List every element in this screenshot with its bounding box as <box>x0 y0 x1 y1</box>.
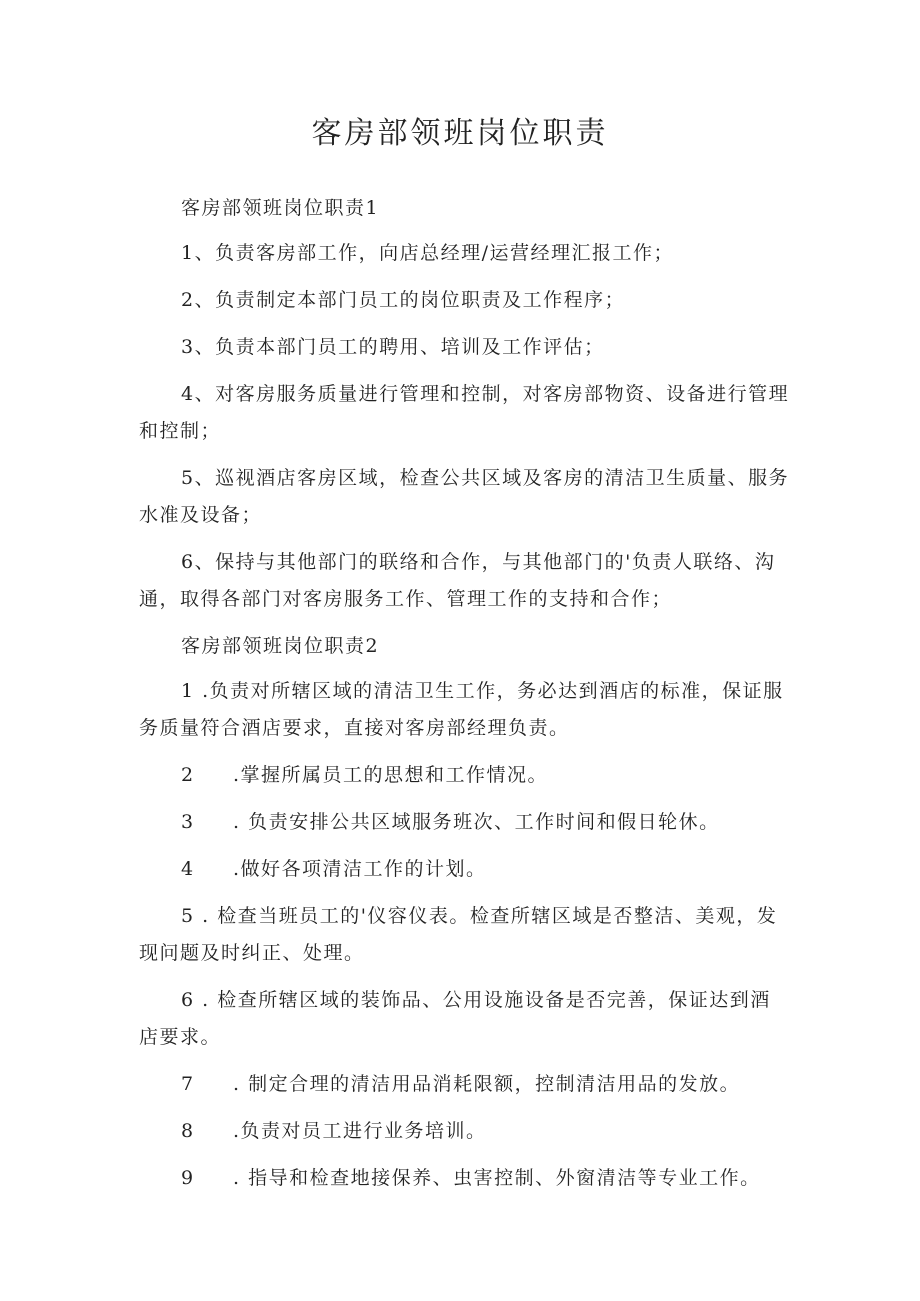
list-item <box>139 1160 791 1197</box>
item-number: 9 <box>181 1167 195 1189</box>
section-heading: 客房部领班岗位职责2 <box>181 635 380 657</box>
item-number: 8 <box>181 1120 195 1142</box>
item-number: 4 <box>181 858 195 880</box>
item-text: . 制定合理的清洁用品消耗限额，控制清洁用品的发放。 <box>233 1073 741 1095</box>
item-text: .掌握所属员工的思想和工作情况。 <box>233 764 549 786</box>
list-item <box>139 1066 791 1103</box>
document-title: 客房部领班岗位职责 <box>311 116 609 151</box>
list-item: 5、巡视酒店客房区域，检查公共区域及客房的清洁卫生质量、服务水准及设备； <box>139 467 790 526</box>
list-item: 6、保持与其他部门的联络和合作，与其他部门的'负责人联络、沟通，取得各部门对客房服务工作、管理工作的支持和合作； <box>139 551 776 610</box>
item-text: . 指导和检查地接保养、虫害控制、外窗清洁等专业工作。 <box>233 1167 761 1189</box>
item-text: . 负责安排公共区域服务班次、工作时间和假日轮休。 <box>233 811 720 833</box>
item-number: 7 <box>181 1073 195 1095</box>
section-heading: 客房部领班岗位职责1 <box>181 197 380 219</box>
item-text: .负责对员工进行业务培训。 <box>233 1120 487 1142</box>
list-item: 1、负责客房部工作，向店总经理/运营经理汇报工作； <box>181 242 674 264</box>
list-item <box>139 1113 791 1150</box>
document-body <box>139 190 791 1207</box>
item-text: .做好各项清洁工作的计划。 <box>233 858 487 880</box>
list-item: 5 . 检查当班员工的'仪容仪表。检查所辖区域是否整洁、美观，发现问题及时纠正、处理。 <box>139 905 778 964</box>
list-item <box>139 804 791 841</box>
list-item: 2、负责制定本部门员工的岗位职责及工作程序； <box>181 289 626 311</box>
list-item: 6 . 检查所辖区域的装饰品、公用设施设备是否完善，保证达到酒店要求。 <box>139 989 771 1048</box>
list-item: 3、负责本部门员工的聘用、培训及工作评估； <box>181 336 605 358</box>
list-item: 1 .负责对所辖区域的清洁卫生工作，务必达到酒店的标准，保证服务质量符合酒店要求，直接对客房部经理负责。 <box>139 680 784 739</box>
list-item <box>139 851 791 888</box>
item-number: 3 <box>181 811 195 833</box>
list-item: 4、对客房服务质量进行管理和控制，对客房部物资、设备进行管理和控制； <box>139 383 790 442</box>
item-number: 2 <box>181 764 195 786</box>
list-item <box>139 757 791 794</box>
